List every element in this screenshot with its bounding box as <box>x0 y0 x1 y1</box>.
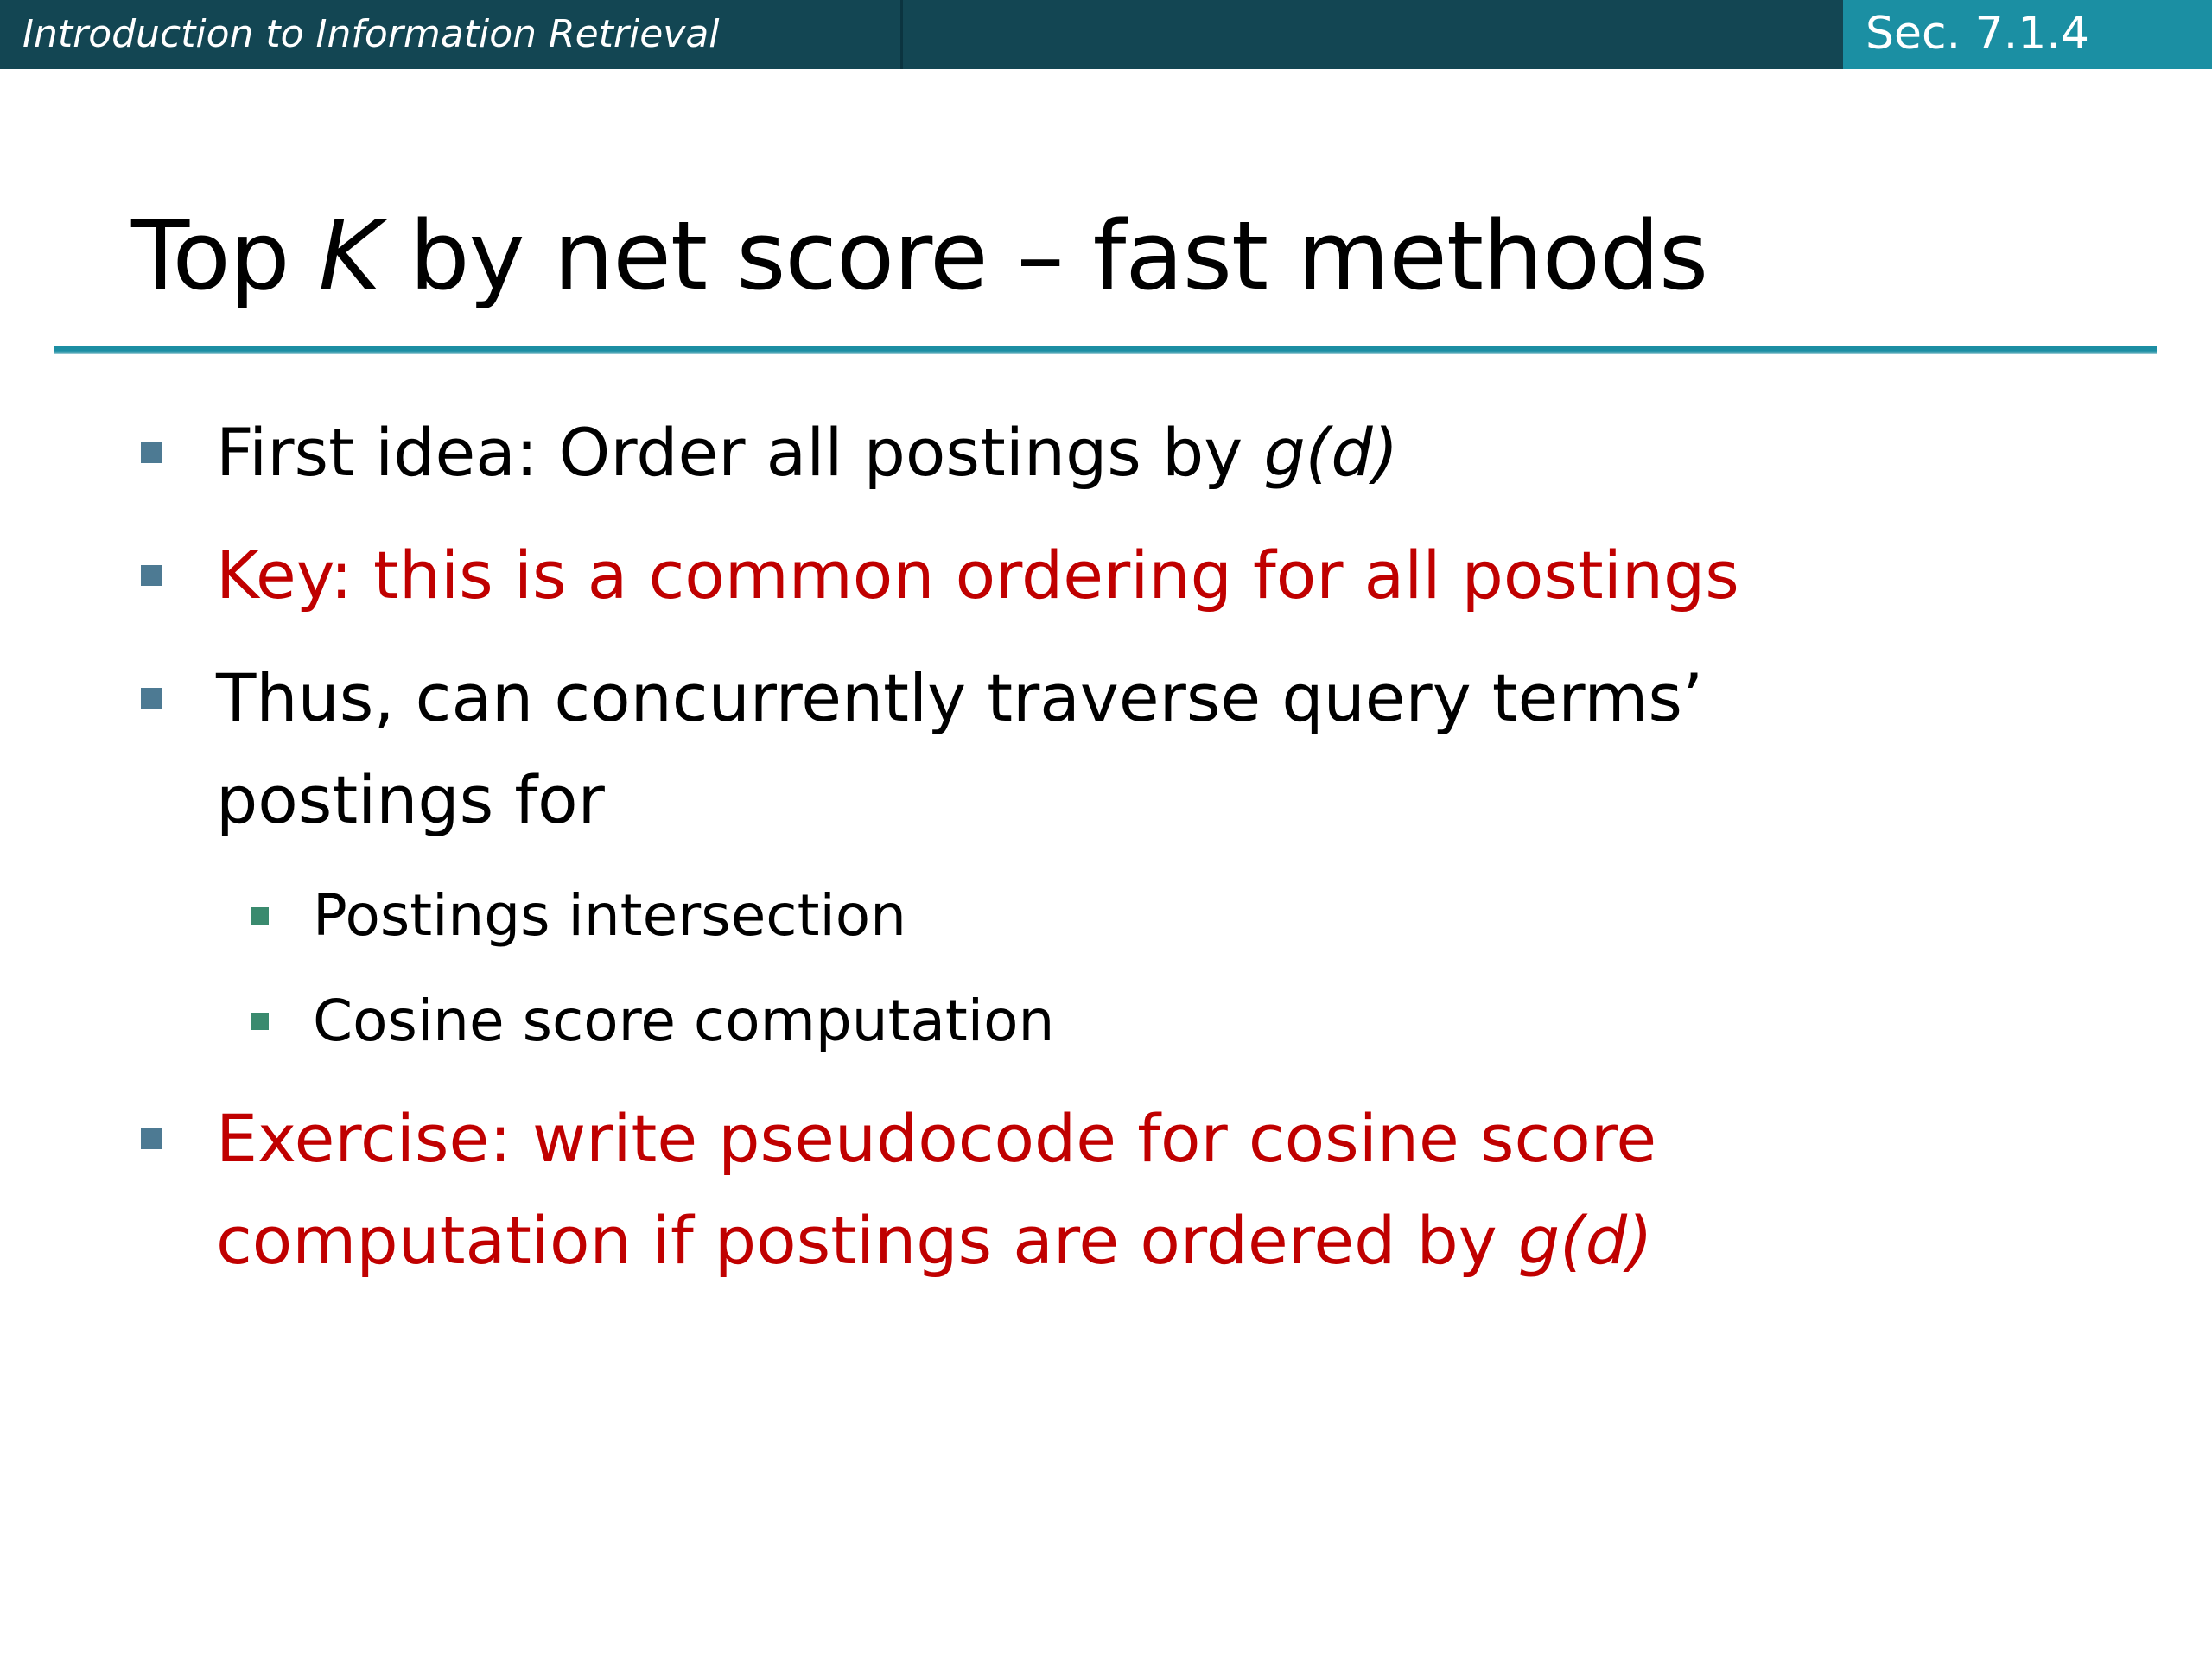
header-title: Introduction to Information Retrieval <box>22 12 720 56</box>
slide-title <box>131 195 1707 316</box>
bullet-text-main: First idea: Order all postings by <box>216 414 1264 491</box>
header-bar <box>0 0 2212 69</box>
sub-bullet-text: Cosine score computation <box>313 988 1055 1054</box>
title-rule <box>54 346 2157 354</box>
bullet-text-italic: g(d) <box>1517 1202 1653 1279</box>
square-bullet-icon <box>141 565 162 586</box>
square-bullet-icon <box>141 688 162 709</box>
bullet-text-line2 <box>216 1191 1653 1291</box>
bullet-text-line1: Exercise: write pseudocode for cosine score <box>216 1100 1657 1177</box>
bullet-text-italic: g(d) <box>1263 414 1399 491</box>
section-label: Sec. 7.1.4 <box>1866 8 2089 60</box>
sub-bullet-text: Postings intersection <box>313 882 907 949</box>
title-italic: K <box>318 200 380 311</box>
bullet-text-main: computation if postings are ordered by <box>216 1202 1518 1279</box>
bullet-text-line1: Thus, can concurrently traverse query terms’ <box>216 659 1704 736</box>
square-bullet-icon <box>141 1128 162 1149</box>
section-badge <box>1843 0 2212 69</box>
bullet-text-line2: postings for <box>216 761 605 838</box>
bullet-text <box>216 403 1398 503</box>
title-prefix: Top <box>131 200 319 311</box>
header-divider <box>900 0 903 69</box>
square-bullet-icon <box>251 1013 269 1030</box>
square-bullet-icon <box>251 907 269 925</box>
title-suffix: by net score – fast methods <box>379 200 1708 311</box>
bullet-text: Key: this is a common ordering for all postings <box>216 537 1739 613</box>
square-bullet-icon <box>141 442 162 463</box>
